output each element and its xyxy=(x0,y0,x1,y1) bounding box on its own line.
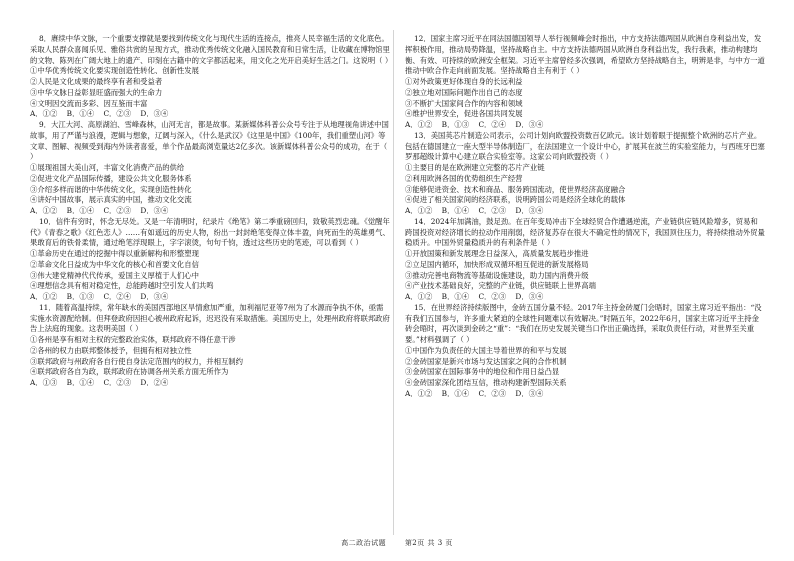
left-column xyxy=(30,34,393,389)
option-3: ③联邦政府与州政府各自行使自身法定范围内的权力，并相互制约 xyxy=(30,356,243,366)
answer-choices: A．①② B．①④ C．②③ D．③④ xyxy=(405,388,544,398)
column-divider xyxy=(393,30,394,535)
question-stem: 15．在世界经济持续版图中，金砖五国分量不轻。2017年主持金砖厦门会晤时，国家主席习近平指出：“没有我们五国参与，许多重大紧迫的全球性问题难以有效解决。”时隔五年，2022年6月，国家主席习近平主持金砖会晤时，再次谈到金砖之“重”：“我们在历史发展关键当口作出正确选择，采取负责任行动，对世界至关重要。”材料强调了（ ） xyxy=(405,302,762,344)
option-4: ④促进了相关国家间的经济联系，说明跨国公司是经济全球化的载体 xyxy=(405,195,626,205)
question-stem: 12．国家主席习近平在同法国德国领导人举行视频峰会时指出，中方支持法德两国从欧洲自身利益出发，发挥积极作用，推动局势降温，坚持战略自主。中方支持法德两国从欧洲自身利益出发，我行我素，推动构建均衡、有效、可持续的欧洲安全框架。习近平主席曾经多次强调，希望欧方坚持战略自主，明辨是非，与中方一道推动中欧合作走向前面发展。坚持战略自主有利于（ ） xyxy=(405,34,765,76)
question-stem: 9．大江大河、高原湖泊、雪峰森林，山河无言，都是故事。某新媒体科普公众号专注于从地理视角讲述中国故事，用了严谨与浪漫，逻辑与想象，辽阔与深入，《什么是武汉》《这里是中国》《100年，我们重塑山河》等文章、图解、视频受到海内外读者喜爱，单个作品最高浏览量达2亿多次。该新媒体科普公众号的成功，在于（ ） xyxy=(30,120,389,162)
option-2: ②独立地对国际问题作出自己的态度 xyxy=(405,87,523,97)
option-1: ①革命历史在通过的挖掘中得以重新解构和形整塑现 xyxy=(30,249,199,258)
question-14 xyxy=(405,217,765,303)
answer-choices: A．①② B．①③ C．②④ D．③④ xyxy=(30,292,169,301)
option-4: ④联邦政府各自为政，联邦政府在协调各州关系方面无所作为 xyxy=(30,367,229,377)
right-column xyxy=(405,34,765,400)
question-stem: 10．信件有穷时，怀念无尽处。又是一年清明时，纪录片《绝笔》第二季重磅回归，致敬英烈忠魂。《觉醒年代》《青春之歌》《红色恋人》……有如遥远的历史人物，纷出一封封绝笔变得立体丰盈，向死而生的英雄勇气、果敢育后的铁骨柔情，通过绝笔浮现眼上，字字滚烫，句句千钧，透过这些历史的笔迹，可以看到（ ） xyxy=(30,216,390,248)
option-1: ①中国作为负责任的大国主导着世界的和平与发展 xyxy=(405,345,567,355)
option-1: ①展现祖国大美山河，丰富文化消费产品的供给 xyxy=(30,163,185,172)
question-stem: 13．美国英芯片制造公司表示，公司计划向欧盟投资数百亿欧元。该计划着眼于提振整个欧洲的芯片产业。包括在德国建立一座大型半导体制造厂，在法国建立一个设计中心，扩展其在波兰的实验室能力，与西班牙巴塞罗那超级计算中心建立联合实验室等。这家公司向欧盟投资（ ） xyxy=(405,130,765,162)
option-1: ①开放国策和新发展理念日益深入，高质量发展趋步推进 xyxy=(405,249,589,258)
option-3: ③推动完善电商物流等基础设施建设，助力国内消费升级 xyxy=(405,270,589,280)
answer-choices: A．①② B．①④ C．②③ D．③④ xyxy=(405,292,544,301)
option-2: ②利用欧洲各国的优势组织生产经营 xyxy=(405,173,523,183)
option-4: ④产业技术基础良好，完整的产业链，供应链联上世界高端 xyxy=(405,281,596,291)
option-3: ③中华文脉日益彰显旺盛而强大的生命力 xyxy=(30,87,163,97)
option-4: ④文明因交流而多彩、因互鉴而丰富 xyxy=(30,98,148,108)
question-stem: 8．赓续中华文脉，一个重要支撑就是要找到传统文化与现代生活的连接点，推亮人民幸福生活的文化底色。采取人民群众喜闻乐见、雅俗共赏的呈现方式，推动优秀传统文化融入国民教育和日常生活，让收藏在博物馆里的文物、陈列在广阔大地上的遗产、印刻在古籍中的文字都活起来，用文化之光开启美好生活之门。这说明（ ） xyxy=(30,34,393,65)
option-4: ④理想信念具有相对稳定性，总能跨越时空引发人们共鸣 xyxy=(30,281,214,291)
question-10 xyxy=(30,217,390,303)
question-13 xyxy=(405,131,765,217)
question-12 xyxy=(405,34,765,131)
question-8 xyxy=(30,34,393,120)
option-3: ③不断扩大国家间合作的内容和领域 xyxy=(405,98,523,108)
option-2: ②促进文化产品国际传播，建设公共文化服务体系 xyxy=(30,173,192,183)
question-stem: 14．2024年加满油，鼓足劲。在百年变局冲击下全球经贸合作遭遇逆流，产业链供应链风险增多，贸易和跨国投资对经济增长的拉动作用削弱，经济复苏存在很大不确定性的情况下，我国顶住压力，将持续推动外贸量稳质升。中国外贸量稳质升的有利条件是（ ） xyxy=(405,216,765,248)
option-1: ①中华优秀传统文化要实现创造性转化、创新性发展 xyxy=(30,66,199,76)
option-2: ②人民是文化成果的最终享有者和受益者 xyxy=(30,77,163,86)
option-3: ③能够促进资金、技术和商品、服务跨国流动，使世界经济高度融合 xyxy=(405,184,626,194)
page-number: 第2页 共 3 页 xyxy=(404,539,453,547)
answer-choices: A．①② B．①④ C．②③ D．③④ xyxy=(405,206,544,215)
question-9 xyxy=(30,120,390,217)
option-3: ③金砖国家在国际事务中的地位和作用日益凸显 xyxy=(405,367,560,377)
option-2: ②革命文化日益成为中华文化的核心和首要文化自信 xyxy=(30,259,199,269)
option-3: ③伟大建党精神代代传承，爱国主义厚植于人们心中 xyxy=(30,270,199,280)
option-1: ①各州是享有相对主权的完整政治实体，联邦政府不得任意干涉 xyxy=(30,335,236,344)
page-footer xyxy=(0,538,794,548)
option-1: ①对外政策更好体现自身的长远利益 xyxy=(405,77,523,86)
option-4: ④金砖国家深化团结互信，推动构建新型国际关系 xyxy=(405,378,567,387)
option-2: ②各州的权力由联邦整体授予，但拥有相对独立性 xyxy=(30,345,192,355)
question-15 xyxy=(405,303,765,400)
option-2: ②金砖国家是新兴市场与发达国家之间的合作机制 xyxy=(405,356,567,366)
option-4: ④维护世界安全，促进各国共同发展 xyxy=(405,109,523,119)
option-4: ④讲好中国故事，展示真实的中国，推动文化交流 xyxy=(30,195,192,205)
option-2: ②立足国内循环，加快形成双循环相互促进的新发展格局 xyxy=(405,259,589,269)
exam-subject: 高二政治试题 xyxy=(341,539,387,547)
question-stem: 11．随着高温持续，常年缺水的美国西部地区旱情愈加严重，加利福尼亚等7州为了水源而争执不休，亟需实施水资源配给制。但拜登政府因担心被州政府起诉，迟迟没有采取措施。美国历史上，处理州政府将联邦政府告上法庭的现象。这表明美国（ ） xyxy=(30,302,390,334)
question-11 xyxy=(30,303,390,389)
answer-choices: A．①② B．①④ C．②③ D．③④ xyxy=(30,206,169,215)
answer-choices: A．①② B．①④ C．②③ D．③④ xyxy=(30,109,169,119)
answer-choices: A．①③ B．①④ C．②③ D．②④ xyxy=(30,378,169,387)
option-1: ①主要目的是在欧洲建立完整的芯片产业链 xyxy=(405,163,545,172)
option-3: ③介绍多样而谐的中华传统文化，实现创造性转化 xyxy=(30,184,192,194)
answer-choices: A．①② B．①③ C．②④ D．③④ xyxy=(405,120,544,129)
